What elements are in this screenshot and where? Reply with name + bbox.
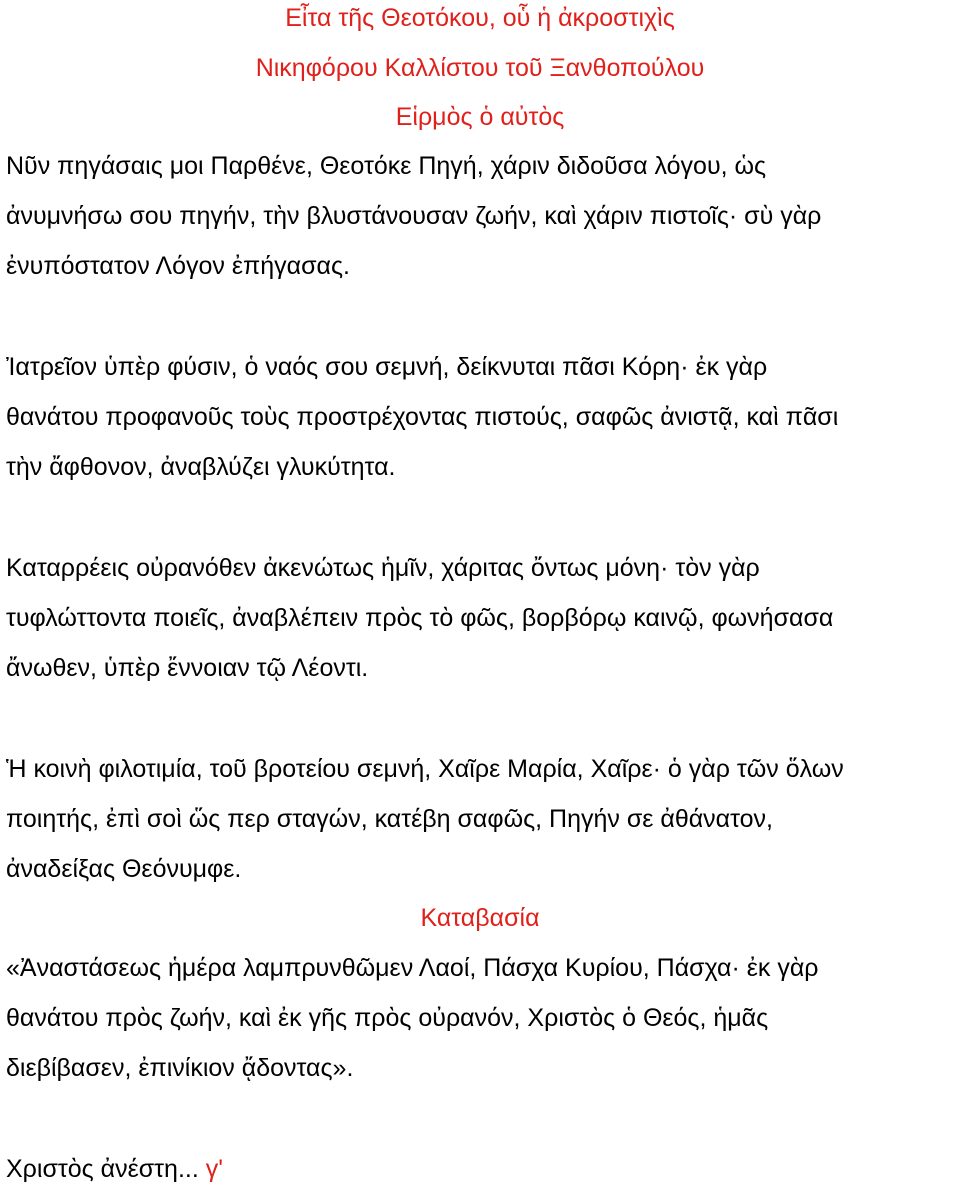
troparion-line: Καταρρέεις οὐρανόθεν ἀκενώτως ἡμῖν, χάριτας ὄντως μόνη· τὸν γὰρ bbox=[6, 554, 760, 582]
refrain-line bbox=[6, 1154, 956, 1184]
troparion-line: ποιητής, ἐπὶ σοὶ ὥς περ σταγών, κατέβη σαφῶς, Πηγήν σε ἀθάνατον, bbox=[6, 805, 774, 833]
katavasia-heading: Καταβασία bbox=[420, 904, 540, 932]
troparion-line: Νῦν πηγάσαις μοι Παρθένε, Θεοτόκε Πηγή, χάριν διδοῦσα λόγου, ὡς bbox=[6, 152, 767, 180]
troparion-line: ἀνυμνήσω σου πηγήν, τὴν βλυστάνουσαν ζωήν, καὶ χάριν πιστοῖς· σὺ γὰρ bbox=[6, 202, 822, 230]
refrain-text: Χριστὸς ἀνέστη... bbox=[6, 1155, 199, 1183]
troparion-line: τυφλώττοντα ποιεῖς, ἀναβλέπειν πρὸς τὸ φῶς, βορβόρῳ καινῷ, φωνήσασα bbox=[6, 604, 834, 632]
troparion-line: θανάτου προφανοῦς τοὺς προστρέχοντας πιστούς, σαφῶς ἀνιστᾷ, καὶ πᾶσι bbox=[6, 403, 839, 431]
troparion-line: ἀναδείξας Θεόνυμφε. bbox=[6, 855, 242, 883]
katavasia-line: «Ἀναστάσεως ἡμέρα λαμπρυνθῶμεν Λαοί, Πάσχα Κυρίου, Πάσχα· ἐκ γὰρ bbox=[6, 954, 819, 982]
troparion-line: ἐνυπόστατον Λόγον ἐπήγασας. bbox=[6, 252, 350, 280]
repeat-count: γ' bbox=[205, 1155, 224, 1183]
katavasia-line: διεβίβασεν, ἐπινίκιον ᾄδοντας». bbox=[6, 1054, 354, 1082]
troparion-line: τὴν ἄφθονον, ἀναβλύζει γλυκύτητα. bbox=[6, 453, 396, 481]
katavasia-line: θανάτου πρὸς ζωήν, καὶ ἐκ γῆς πρὸς οὐρανόν, Χριστὸς ὁ Θεός, ἡμᾶς bbox=[6, 1004, 769, 1032]
section-title: Εἶτα τῆς Θεοτόκου, οὗ ἡ ἀκροστιχὶς bbox=[285, 4, 675, 32]
hirmos-label: Εἱρμὸς ὁ αὐτὸς bbox=[395, 103, 565, 131]
troparion-line: Ἰατρεῖον ὑπὲρ φύσιν, ὁ ναός σου σεμνή, δείκνυται πᾶσι Κόρη· ἐκ γὰρ bbox=[6, 353, 768, 381]
troparion-line: ἄνωθεν, ὑπὲρ ἔννοιαν τῷ Λέοντι. bbox=[6, 654, 369, 682]
author-line: Νικηφόρου Καλλίστου τοῦ Ξανθοπούλου bbox=[255, 54, 705, 82]
troparion-line: Ἡ κοινὴ φιλοτιμία, τοῦ βροτείου σεμνή, Χαῖρε Μαρία, Χαῖρε· ὁ γὰρ τῶν ὅλων bbox=[6, 755, 844, 783]
